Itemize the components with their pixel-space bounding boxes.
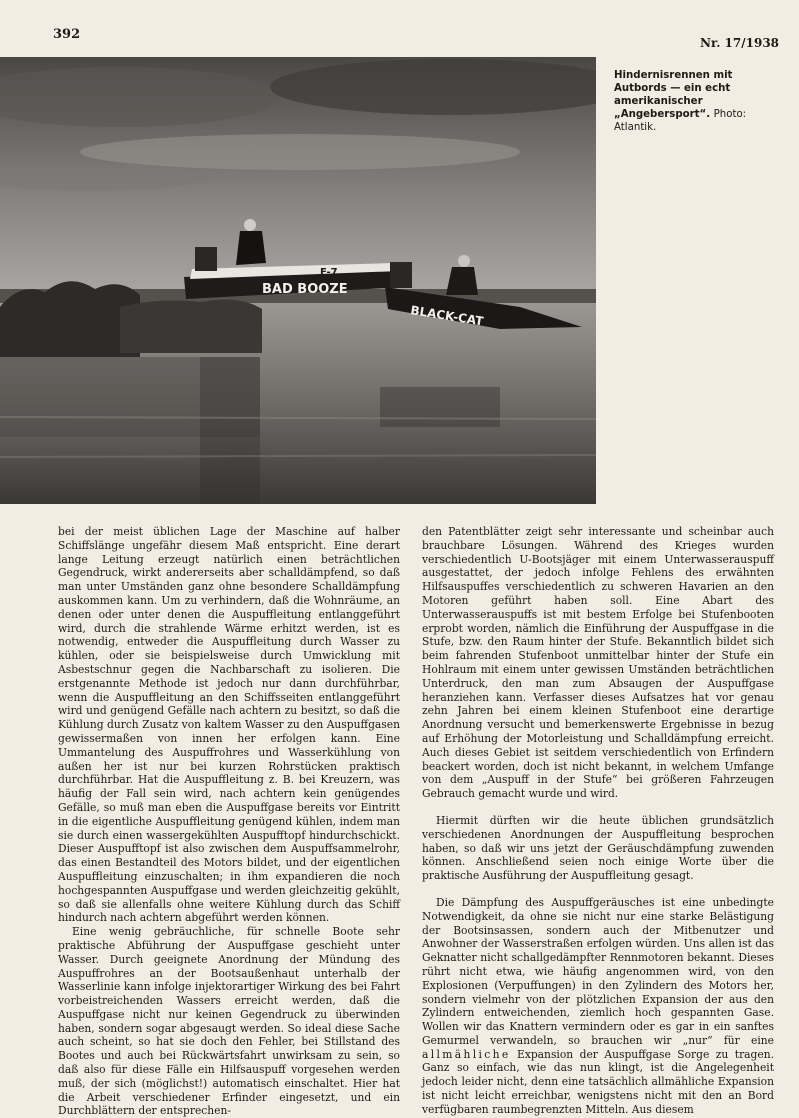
paragraph: den Patentblätter zeigt sehr interessante und scheinbar auch brauchbare Lösungen. Während des Krieges wurden verschiedentlich U-Bootsjäger mit einem Unterwasserauspuff ausgestattet, der jedoch infolge Fehlens des erwähnten Hilfsauspuffes verschiedentlich zu schweren Havarien an den Motoren geführt haben soll. Eine Abart des Unterwasserauspuffs ist mit bestem Erfolge bei Stufenbooten erprobt worden, nämlich die Einführung der Auspuffgase in die Stufe, bzw. den Raum hinter der Stufe. Bekanntlich bildet sich beim fahrenden Stufenboot unmittelbar hinter der Stufe ein Hohlraum mit einem unter gewissen Umständen beträchtlichen Unterdruck, den man zum Absaugen der Auspuffgase heranziehen kann. Verfasser dieses Aufsatzes hat vor genau zehn Jahren bei einem kleinen Stufenboot eine derartige Anordnung versucht und bemerkenswerte Ergebnisse in bezug auf Erhöhung der Motorleistung und Schalldämpfung erreicht. Auch dieses Gebiet ist seitdem verschiedentlich von Erfindern beackert worden, doch ist nicht bekannt, in welchem Umfange von dem „Auspuff in der Stufe“ bei größeren Fahrzeugen Gebrauch gemacht wurde und wird. [422, 525, 774, 801]
race-photo [0, 57, 596, 504]
paragraph-text: Die Dämpfung des Auspuffgeräusches ist eine unbedingte Notwendigkeit, da ohne sie nicht nur eine starke Belästigung der Bootsinsassen, sondern auch der Mitbenutzer und Anwohner der Wasserstraßen erfolgen würden. Uns allen ist das Geknatter nicht schallgedämpfter Rennmotoren bekannt. Dieses rührt nicht etwa, wie häufig angenommen wird, von den Explosionen (Verpuffungen) in den Zylindern des Motors her, sondern vielmehr von der plötzlichen Expansion der aus den Zylindern entweichenden, ziemlich hoch gespannten Gase. Wollen wir das Knattern vermindern oder es gar in ein sanftes Gemurmel verwandeln, so brauchen wir „nur“ für eine [422, 895, 774, 1047]
text-column-left [58, 525, 400, 1118]
paragraph: Hiermit dürften wir die heute üblichen grundsätzlich verschiedenen Anordnungen der Auspuffleitung besprochen haben, so daß wir uns jetzt der Geräuschdämpfung zuwenden können. Anschließend seien noch einige Worte über die praktische Ausführung der Auspuffleitung gesagt. [422, 813, 774, 883]
boat-name-black-cat: BLACK-CAT [409, 303, 485, 329]
paragraph: Eine wenig gebräuchliche, für schnelle Boote sehr praktische Abführung der Auspuffgase geschieht unter Wasser. Durch geeignete Anordnung der Mündung des Auspuffrohres an der Bootsaußenhaut unterhalb der Wasserlinie kann infolge injektorartiger Wirkung des bei Fahrt vorbeistreichenden Wassers erreicht werden, daß die Auspuffgase nicht nur keinen Gegendruck zu überwinden haben, sondern sogar abgesaugt werden. So ideal diese Sache auch scheint, so hat sie doch den Fehler, bei Stillstand des Bootes und auch bei Rückwärtsfahrt unwirksam zu sein, so daß also für diese Fälle ein Hilfsauspuff vorgesehen werden muß, der sich (möglichst!) automatisch einschaltet. Hier hat die Arbeit verschiedener Erfinder eingesetzt, und ein Durchblättern der entsprechen- [58, 925, 400, 1118]
photo-credit: Photo: Atlantik. [614, 109, 747, 133]
boat-name-bad-booze: BAD BOOZE [262, 282, 348, 297]
issue-number: Nr. 17/1938 [700, 36, 780, 50]
text-column-right [422, 525, 774, 1117]
photo-caption [614, 69, 784, 134]
page-number: 392 [53, 27, 81, 42]
paragraph: bei der meist üblichen Lage der Maschine auf halber Schiffslänge ungefähr diesem Maß entspricht. Eine derart lange Leitung erzeugt natürlich einen beträchtlichen Gegendruck, wirkt andererseits aber schalldämpfend, so daß man unter Umständen ganz ohne besondere Schalldämpfung auskommen kann. Um zu verhindern, daß die Wohnräume, an denen oder unter denen die Auspuffleitung entlanggeführt wird, durch die strahlende Wärme erhitzt werden, ist es notwendig, entweder die Auspuffleitung durch Wasser zu kühlen, oder sie beispielsweise durch Umwicklung mit Asbestschnur gegen die Nachbarschaft zu isolieren. Die erstgenannte Methode ist jedoch nur dann durchführbar, wenn die Auspuffleitung an den Schiffsseiten entlanggeführt wird und genügend Gefälle nach achtern zu besitzt, so daß die Kühlung durch Zusatz von kaltem Wasser zu den Auspuffgasen gewissermaßen von innen her erfolgen kann. Eine Ummantelung des Auspuffrohres und Wasserkühlung von außen her ist nur bei kurzen Rohrstücken praktisch durchführbar. Hat die Auspuffleitung z. B. bei Kreuzern, was häufig der Fall sein wird, nach achtern kein genügendes Gefälle, so muß man eben die Auspuffgase bereits vor Eintritt in die eigentliche Auspuffleitung genügend kühlen, indem man sie durch einen wassergekühlten Auspufftopf hindurchschickt. Dieser Auspufftopf ist also zwischen dem Auspuffsammelrohr, das einen Bestandteil des Motors bildet, und der eigentlichen Auspuffleitung einzuschalten; in ihm expandieren die noch hochgespannten Auspuffgase und werden gleichzeitig gekühlt, so daß sie allenfalls ohne weitere Kühlung durch das Schiff hindurch nach achtern abgeführt werden können. [58, 525, 400, 925]
boat-number: F-7 [320, 267, 338, 278]
caption-text: Hindernisrennen mit Autbords — ein echt amerikanischer „Angebersport“. [614, 70, 733, 120]
paragraph-text: Expansion der Auspuffgase Sorge zu tragen. Ganz so einfach, wie das nun klingt, ist die Angelegenheit jedoch leider nicht, denn eine tatsächlich allmähliche Expansion ist nicht leicht erreichbar, wenigstens nicht mit den an Bord verfügbaren raumbegrenzten Mitteln. Aus diesem [422, 1047, 774, 1116]
emphasized-word: allmähliche [422, 1047, 511, 1061]
